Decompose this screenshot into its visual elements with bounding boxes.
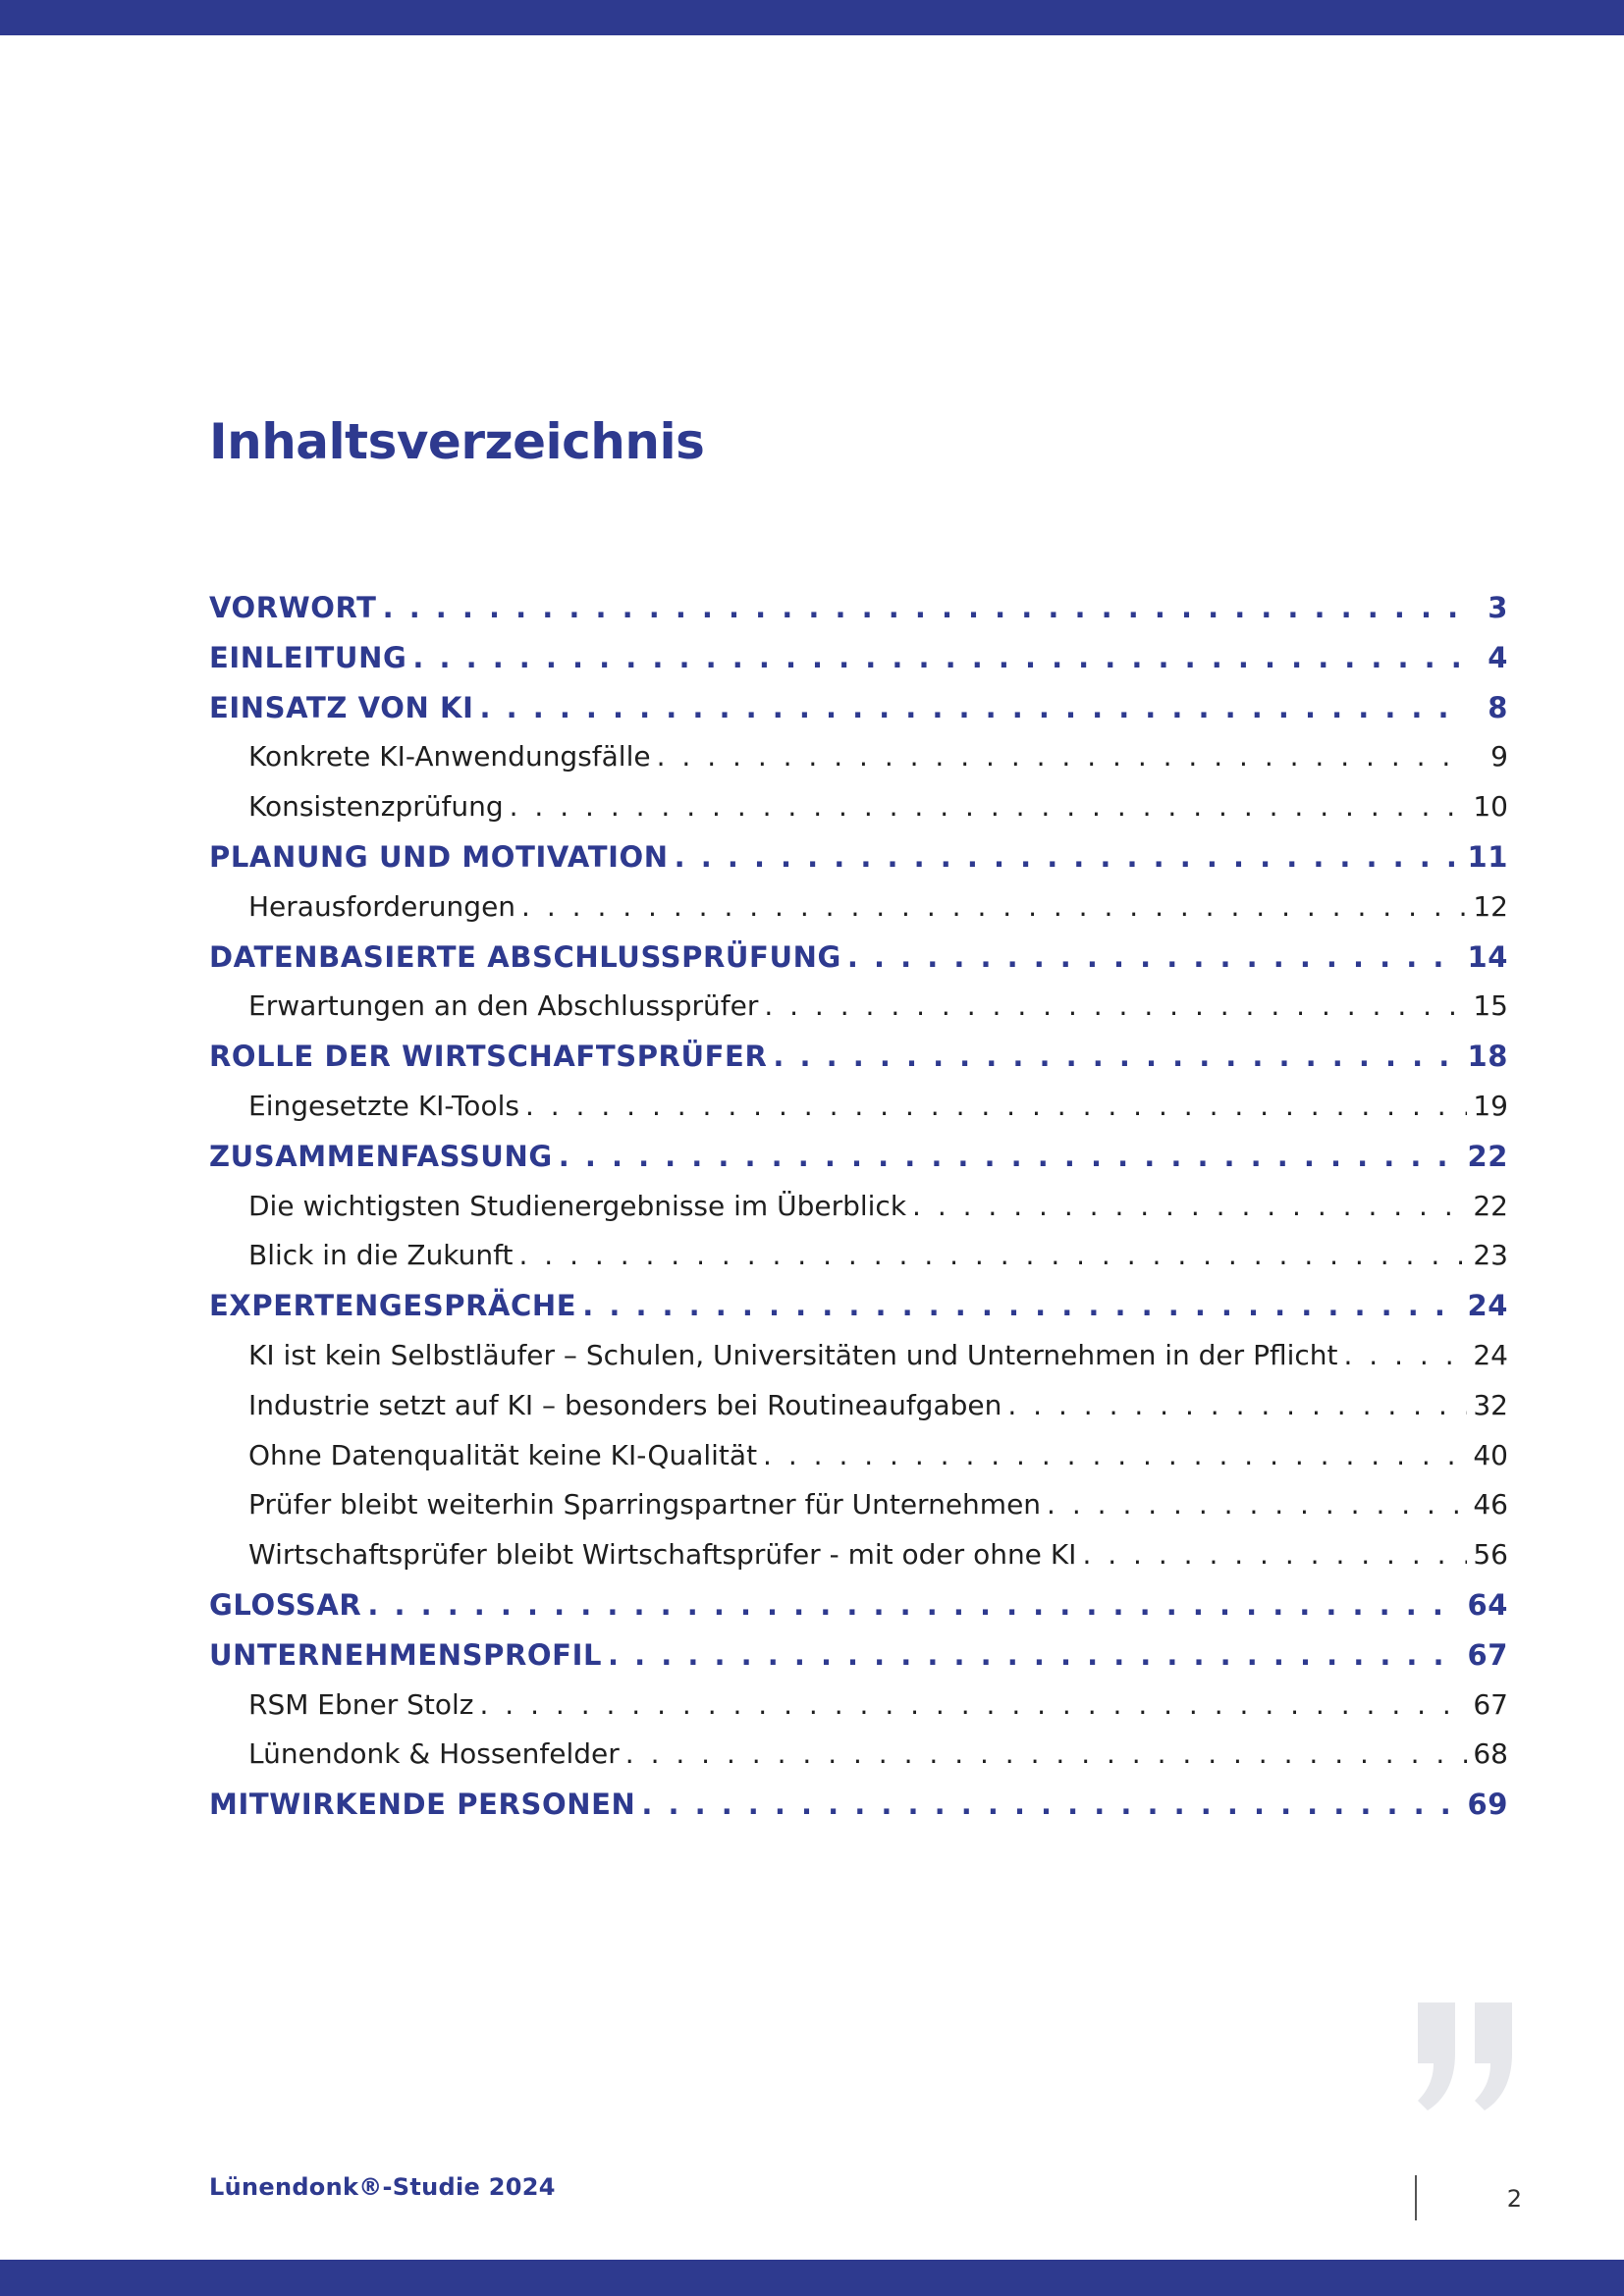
toc-entry-page: 67	[1473, 1687, 1508, 1721]
toc-dot-leader	[383, 591, 1467, 624]
toc-entry-page: 24	[1473, 1338, 1508, 1371]
top-brand-bar	[0, 0, 1624, 35]
toc-entry-page: 12	[1473, 889, 1508, 923]
toc-dot-leader	[625, 1737, 1467, 1770]
toc-entry[interactable]	[209, 1140, 1508, 1190]
toc-entry-page: 10	[1473, 790, 1508, 824]
toc-entry-label: RSM Ebner Stolz	[248, 1687, 474, 1721]
toc-entry-label: ZUSAMMENFASSUNG	[209, 1139, 553, 1173]
toc-entry-page: 9	[1490, 740, 1508, 774]
toc-entry-page: 8	[1488, 690, 1508, 724]
toc-entry-label: EXPERTENGESPRÄCHE	[209, 1289, 577, 1323]
toc-entry[interactable]	[209, 1339, 1508, 1389]
toc-entry[interactable]	[209, 1488, 1508, 1538]
toc-entry[interactable]	[209, 1538, 1508, 1588]
page-number: 2	[1506, 2185, 1522, 2213]
toc-entry[interactable]	[209, 1190, 1508, 1240]
toc-entry-label: EINSATZ VON KI	[209, 690, 474, 724]
toc-entry-page: 68	[1473, 1737, 1508, 1771]
toc-entry[interactable]	[209, 890, 1508, 940]
bottom-brand-bar	[0, 2260, 1624, 2296]
toc-entry[interactable]	[209, 1638, 1508, 1688]
toc-entry-label: Konsistenzprüfung	[248, 790, 504, 824]
toc-entry[interactable]	[209, 989, 1508, 1040]
toc-dot-leader	[773, 1040, 1461, 1073]
toc-entry-label: DATENBASIERTE ABSCHLUSSPRÜFUNG	[209, 939, 841, 974]
toc-entry-label: ROLLE DER WIRTSCHAFTSPRÜFER	[209, 1040, 768, 1074]
toc-entry[interactable]	[209, 1239, 1508, 1289]
page-title: Inhaltsverzeichnis	[209, 413, 705, 470]
toc-entry-page: 24	[1467, 1289, 1508, 1323]
toc-dot-leader	[641, 1788, 1461, 1821]
toc-dot-leader	[367, 1588, 1461, 1622]
toc-dot-leader	[608, 1638, 1461, 1672]
toc-dot-leader	[1047, 1488, 1467, 1521]
footer-divider	[1415, 2175, 1417, 2220]
toc-entry-label: Herausforderungen	[248, 889, 516, 923]
toc-dot-leader	[525, 1090, 1467, 1122]
toc-entry[interactable]	[209, 691, 1508, 741]
toc-dot-leader	[519, 1239, 1468, 1271]
toc-entry-page: 32	[1473, 1388, 1508, 1421]
toc-dot-leader	[521, 890, 1467, 923]
toc-entry[interactable]	[209, 1389, 1508, 1439]
toc-dot-leader	[479, 691, 1467, 724]
toc-entry-page: 14	[1467, 939, 1508, 974]
toc-dot-leader	[1344, 1339, 1468, 1371]
toc-dot-leader	[657, 740, 1467, 773]
toc-entry-page: 18	[1467, 1040, 1508, 1074]
toc-entry-label: Die wichtigsten Studienergebnisse im Überblick	[248, 1189, 907, 1222]
toc-entry-label: EINLEITUNG	[209, 640, 407, 674]
toc-entry-label: MITWIRKENDE PERSONEN	[209, 1788, 636, 1822]
toc-entry-page: 46	[1473, 1488, 1508, 1522]
toc-entry[interactable]	[209, 641, 1508, 691]
toc-entry[interactable]	[209, 840, 1508, 890]
toc-entry[interactable]	[209, 1688, 1508, 1738]
toc-entry-label: UNTERNEHMENSPROFIL	[209, 1637, 603, 1672]
toc-dot-leader	[510, 790, 1467, 823]
toc-entry-label: KI ist kein Selbstläufer – Schulen, Universitäten und Unternehmen in der Pflicht	[248, 1338, 1338, 1371]
toc-entry[interactable]	[209, 591, 1508, 641]
toc-entry[interactable]	[209, 1588, 1508, 1638]
toc-dot-leader	[582, 1289, 1461, 1322]
toc-entry[interactable]	[209, 1289, 1508, 1339]
toc-dot-leader	[675, 840, 1462, 874]
toc-dot-leader	[1007, 1389, 1467, 1421]
toc-entry-page: 4	[1488, 640, 1508, 674]
toc-entry[interactable]	[209, 790, 1508, 840]
toc-entry-label: Konkrete KI-Anwendungsfälle	[248, 740, 651, 774]
toc-dot-leader	[847, 940, 1462, 974]
toc-entry-page: 11	[1467, 839, 1508, 874]
toc-entry[interactable]	[209, 1788, 1508, 1838]
toc-dot-leader	[559, 1140, 1462, 1173]
toc-dot-leader	[412, 641, 1467, 674]
table-of-contents	[209, 591, 1508, 1838]
toc-entry-page: 56	[1473, 1538, 1508, 1572]
toc-entry-page: 69	[1467, 1788, 1508, 1822]
toc-entry-label: Blick in die Zukunft	[248, 1239, 514, 1272]
toc-entry-page: 15	[1473, 989, 1508, 1023]
toc-entry-label: VORWORT	[209, 591, 377, 624]
toc-entry-label: Lünendonk & Hossenfelder	[248, 1737, 620, 1771]
toc-entry-label: GLOSSAR	[209, 1587, 362, 1622]
toc-entry-page: 22	[1467, 1139, 1508, 1173]
toc-dot-leader	[1082, 1538, 1467, 1571]
toc-entry[interactable]	[209, 940, 1508, 990]
toc-entry[interactable]	[209, 740, 1508, 790]
toc-entry-page: 64	[1467, 1587, 1508, 1622]
toc-entry-page: 67	[1467, 1637, 1508, 1672]
toc-entry[interactable]	[209, 1439, 1508, 1489]
toc-entry-label: PLANUNG UND MOTIVATION	[209, 839, 669, 874]
footer-study-label: Lünendonk®-Studie 2024	[209, 2173, 556, 2201]
toc-entry-page: 22	[1473, 1189, 1508, 1222]
toc-entry-page: 3	[1488, 591, 1508, 624]
toc-dot-leader	[480, 1688, 1468, 1721]
toc-dot-leader	[764, 989, 1467, 1022]
toc-dot-leader	[912, 1190, 1467, 1222]
toc-entry-label: Prüfer bleibt weiterhin Sparringspartner für Unternehmen	[248, 1488, 1042, 1522]
toc-entry-label: Eingesetzte KI-Tools	[248, 1089, 519, 1122]
quote-mark-icon	[1410, 1993, 1528, 2130]
toc-entry-page: 23	[1473, 1239, 1508, 1272]
toc-dot-leader	[763, 1439, 1467, 1471]
toc-entry-page: 19	[1473, 1089, 1508, 1122]
toc-entry[interactable]	[209, 1090, 1508, 1140]
toc-entry-label: Erwartungen an den Abschlussprüfer	[248, 989, 759, 1023]
toc-entry-label: Ohne Datenqualität keine KI-Qualität	[248, 1438, 758, 1471]
toc-entry[interactable]	[209, 1737, 1508, 1788]
toc-entry[interactable]	[209, 1040, 1508, 1090]
toc-entry-page: 40	[1473, 1438, 1508, 1471]
toc-entry-label: Wirtschaftsprüfer bleibt Wirtschaftsprüfer - mit oder ohne KI	[248, 1538, 1077, 1572]
toc-entry-label: Industrie setzt auf KI – besonders bei Routineaufgaben	[248, 1388, 1002, 1421]
